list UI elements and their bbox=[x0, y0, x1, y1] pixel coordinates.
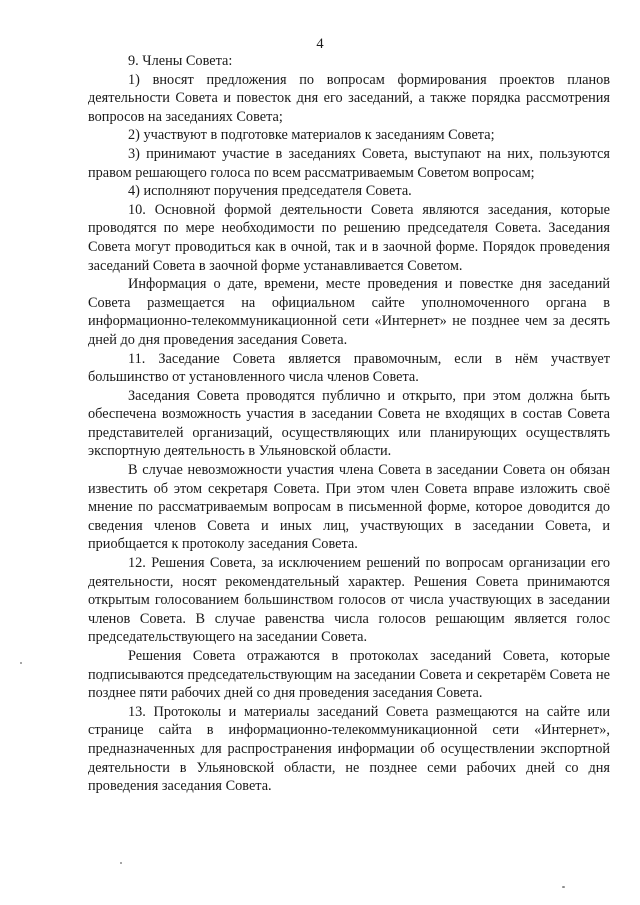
paragraph-10-information: Информация о дате, времени, месте проведения и повестке дня заседаний Совета размещается на официальном сайте уполномоченного органа в информационно-телекоммуникационной сети «Интернет» не позднее чем за десять дней до дня проведения заседания Совета. bbox=[88, 276, 610, 348]
paragraph-12: 12. Решения Совета, за исключением решений по вопросам организации его деятельности, носят рекомендательный характер. Решения Совета принимаются открытым голосованием большинством голосов от числа участвующих в заседании членов Совета. В случае равенства числа голосов решающим является голос председательствующего на заседании Совета. bbox=[88, 555, 610, 646]
scan-speck bbox=[562, 886, 565, 888]
paragraph-9-item-2: 2) участвуют в подготовке материалов к заседаниям Совета; bbox=[128, 127, 495, 144]
paragraph-11-public-sessions: Заседания Совета проводятся публично и открыто, при этом должна быть обеспечена возможность участия в заседании Совета не входящих в состав Совета представителей организаций, осуществляющих или планирующих осуществлять экспортную деятельность в Ульяновской области. bbox=[88, 387, 610, 460]
paragraph-12-protocols: Решения Совета отражаются в протоколах заседаний Совета, которые подписываются председательствующим на заседании Совета и секретарём Совета не позднее пяти рабочих дней со дня проведения заседания Совета. bbox=[88, 648, 610, 702]
paragraph-11: 11. Заседание Совета является правомочным, если в нём участвует большинство от установленного числа членов Совета. bbox=[88, 350, 610, 386]
paragraph-10: 10. Основной формой деятельности Совета являются заседания, которые проводятся по мере необходимости по решению председателя Совета. Заседания Совета могут проводиться как в очной, так и в заочной форме. Порядок проведения заседаний Совета в заочной форме устанавливается Советом. bbox=[88, 201, 610, 274]
scan-speck bbox=[20, 662, 22, 664]
paragraph-9-item-3: 3) принимают участие в заседаниях Совета, выступают на них, пользуются правом решающего голоса по всем рассматриваемым Советом вопросам; bbox=[88, 145, 610, 181]
paragraph-13: 13. Протоколы и материалы заседаний Совета размещаются на сайте или странице сайта в информационно-телекоммуникационной сети «Интернет», предназначенных для распространения информации об осуществлении экспортной деятельности в Ульяновской области, не позднее семи рабочих дней со дня проведения заседания Совета. bbox=[88, 703, 610, 795]
document-body bbox=[88, 52, 610, 796]
scan-speck bbox=[120, 862, 122, 864]
page-number: 4 bbox=[316, 36, 324, 52]
paragraph-9-item-4: 4) исполняют поручения председателя Совета. bbox=[128, 183, 412, 200]
paragraph-11-absence: В случае невозможности участия члена Совета в заседании Совета он обязан известить об этом секретаря Совета. При этом член Совета вправе изложить своё мнение по рассматриваемым вопросам в письменной форме, которое доводится до сведения членов Совета и иных лиц, участвующих в заседании Совета, и приобщается к протоколу заседания Совета. bbox=[88, 462, 610, 553]
paragraph-9-members-header: 9. Члены Совета: bbox=[128, 53, 233, 69]
paragraph-9-item-1: 1) вносят предложения по вопросам формирования проектов планов деятельности Совета и повесток дня его заседаний, а также порядка рассмотрения вопросов на заседаниях Совета; bbox=[88, 71, 610, 125]
